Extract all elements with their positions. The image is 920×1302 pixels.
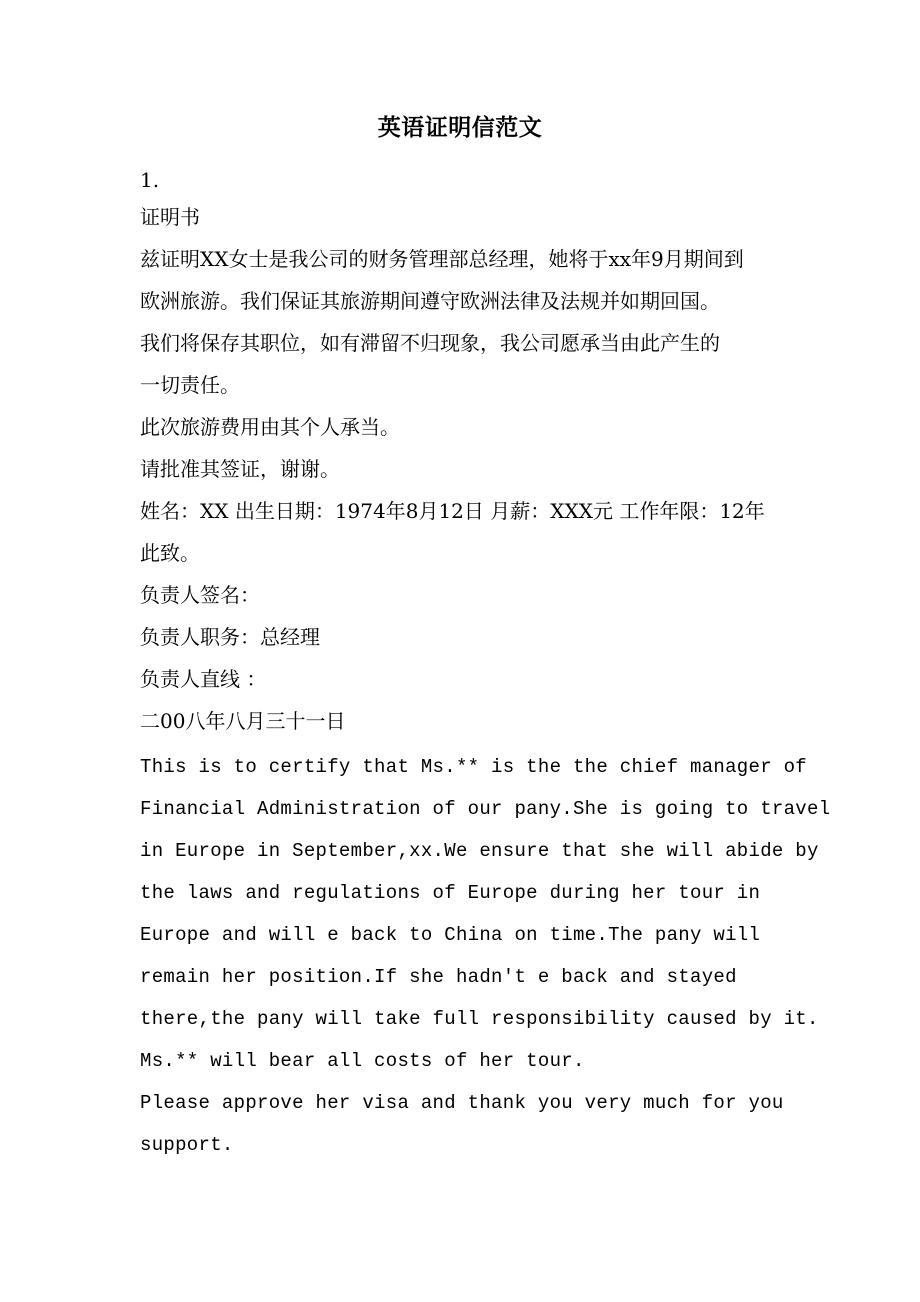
chinese-paragraph-line: 此次旅游费用由其个人承当。: [140, 415, 400, 439]
chinese-paragraph-line: 一切责任。: [140, 373, 240, 397]
chinese-paragraph-line: 我们将保存其职位，如有滞留不归现象，我公司愿承当由此产生的: [140, 331, 720, 355]
closing-line: 此致。: [140, 541, 200, 565]
english-paragraph-line: Ms.** will bear all costs of her tour.: [140, 1050, 585, 1072]
english-paragraph-line: in Europe in September,xx.We ensure that she will abide by: [140, 840, 819, 862]
english-paragraph-line: support.: [140, 1134, 234, 1156]
english-paragraph-line: there,the pany will take full responsibility caused by it.: [140, 1008, 819, 1030]
section-number: 1.: [140, 168, 160, 192]
personal-info-line: 姓名：XX 出生日期：1974年8月12日 月薪：XXX元 工作年限：12年: [140, 499, 765, 523]
chinese-paragraph-line: 请批准其签证，谢谢。: [140, 457, 340, 481]
english-paragraph-line: Please approve her visa and thank you very much for you: [140, 1092, 784, 1114]
page-title: 英语证明信范文: [377, 114, 543, 141]
position-line: 负责人职务：总经理: [140, 625, 320, 649]
signature-line: 负责人签名：: [140, 583, 260, 607]
english-paragraph-line: the laws and regulations of Europe during her tour in: [140, 882, 761, 904]
chinese-paragraph-line: 欧洲旅游。我们保证其旅游期间遵守欧洲法律及法规并如期回国。: [140, 289, 720, 313]
chinese-paragraph-line: 兹证明XX女士是我公司的财务管理部总经理，她将于xx年9月期间到: [140, 247, 744, 271]
phone-line: 负责人直线 ：: [140, 667, 267, 691]
letter-heading: 证明书: [140, 205, 200, 229]
english-paragraph-line: remain her position.If she hadn't e back and stayed: [140, 966, 737, 988]
english-paragraph-line: Europe and will e back to China on time.The pany will: [140, 924, 761, 946]
english-paragraph-line: This is to certify that Ms.** is the the chief manager of: [140, 756, 808, 778]
date-line: 二00八年八月三十一日: [140, 709, 346, 733]
english-paragraph-line: Financial Administration of our pany.She is going to travel: [140, 798, 831, 820]
